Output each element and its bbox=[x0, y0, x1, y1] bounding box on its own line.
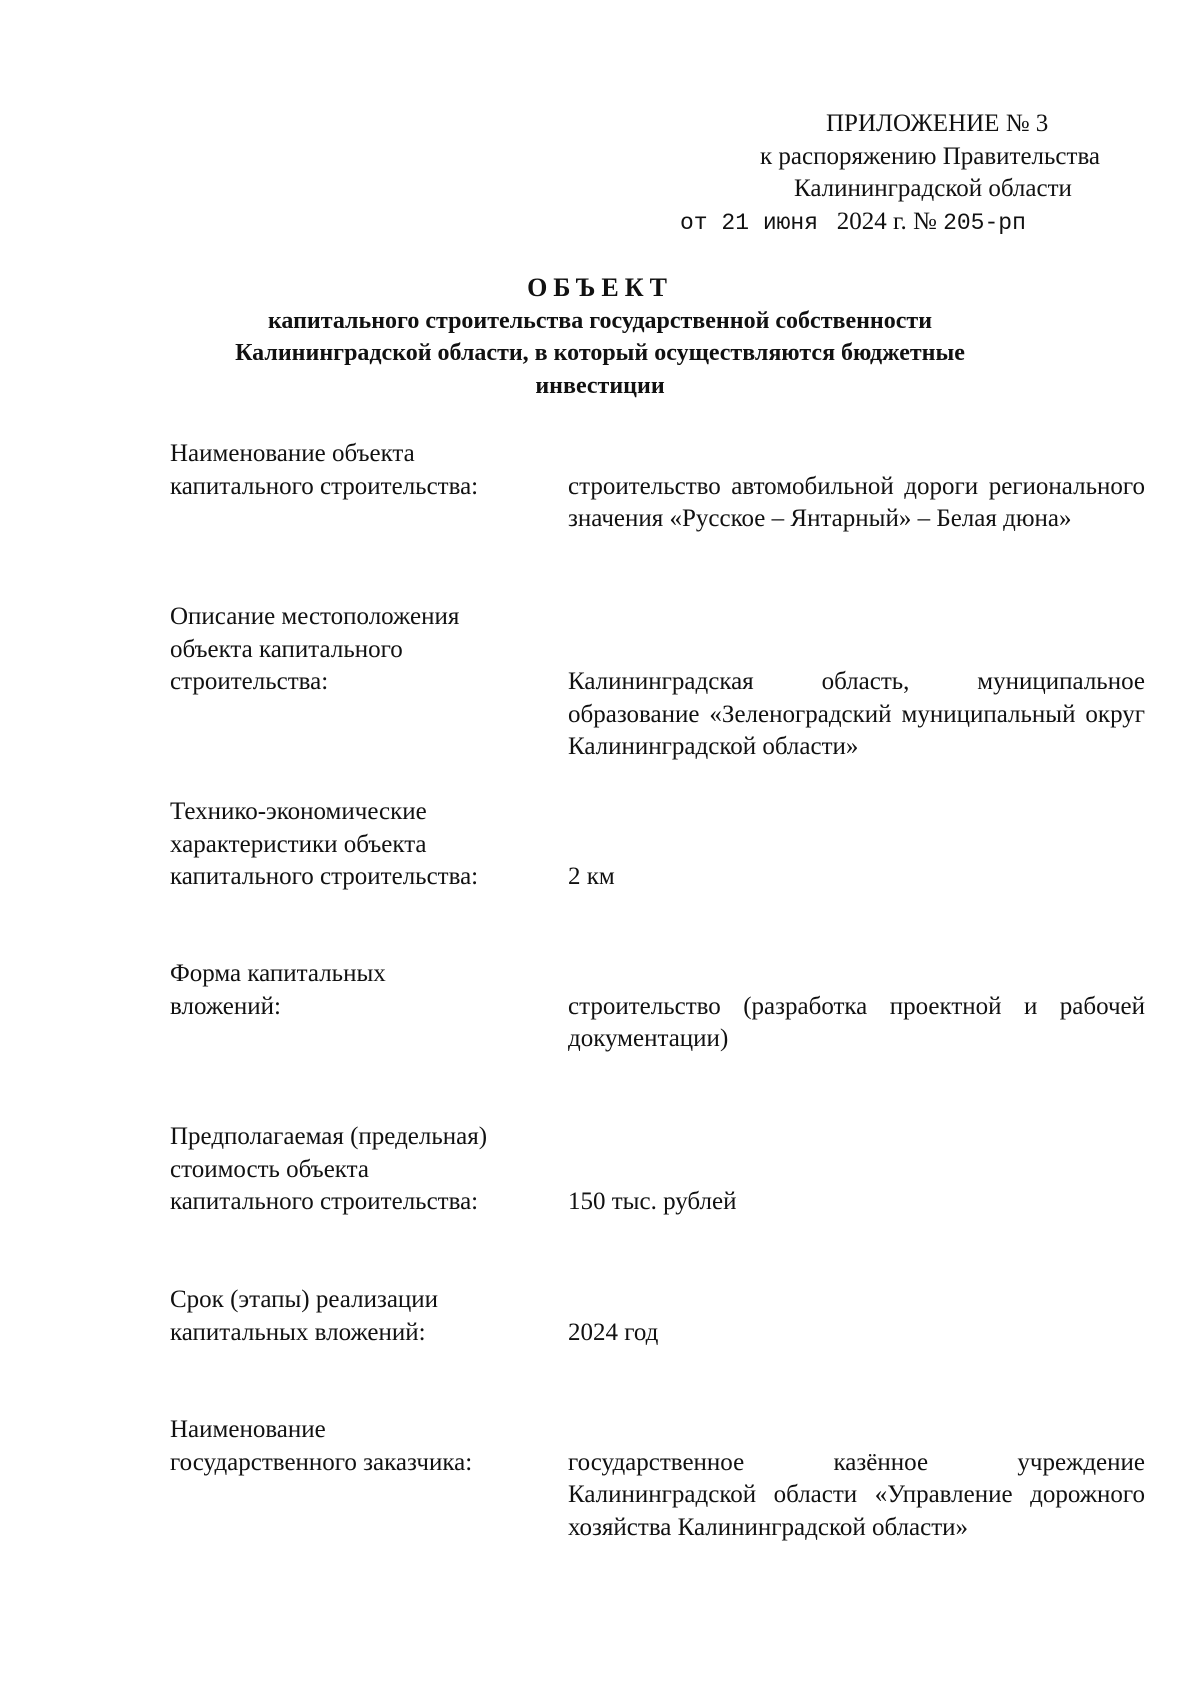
field-label-line: Предполагаемая (предельная) bbox=[170, 1123, 488, 1150]
field-label-line: строительства: bbox=[170, 668, 329, 695]
field-value: государственное казённое учреждение Калининградской области «Управление дорожного хозяйства Калининградской области» bbox=[568, 1448, 1145, 1541]
field-label bbox=[170, 958, 550, 1023]
field-label-line: Наименование объекта bbox=[170, 440, 415, 467]
appendix-date-prefix: от 21 июня bbox=[680, 209, 819, 236]
field-label-line: капитального строительства: bbox=[170, 472, 479, 500]
heading-sub-line-2: Калининградской области, в который осуществляются бюджетные bbox=[235, 340, 965, 366]
field-value: 150 тыс. рублей bbox=[568, 1188, 737, 1215]
field-label-line: Форма капитальных bbox=[170, 960, 386, 987]
appendix-date-line bbox=[680, 206, 1140, 240]
field-label-line: характеристики объекта bbox=[170, 830, 427, 858]
field-label-line: Технико-экономические bbox=[170, 798, 427, 825]
field-value: строительство (разработка проектной и рабочей документации) bbox=[568, 992, 1145, 1052]
field-label bbox=[170, 796, 550, 894]
field-value: 2 км bbox=[568, 863, 615, 890]
field-label bbox=[170, 1414, 550, 1479]
document-heading bbox=[170, 272, 1030, 402]
field-label-line: Срок (этапы) реализации bbox=[170, 1286, 439, 1313]
field-value: 2024 год bbox=[568, 1318, 659, 1346]
field-label bbox=[170, 601, 550, 699]
field-value: строительство автомобильной дороги регионального значения «Русское – Янтарный» – Белая дюна» bbox=[568, 472, 1145, 532]
heading-sub-line-3: инвестиции bbox=[535, 372, 665, 399]
appendix-line-3: Калининградской области bbox=[794, 175, 1072, 202]
field-label-line: стоимость объекта bbox=[170, 1155, 369, 1183]
field-label-line: вложений: bbox=[170, 992, 281, 1020]
appendix-date-year: 2024 г. № bbox=[836, 207, 937, 235]
field-label-line: Описание местоположения bbox=[170, 603, 460, 630]
field-label-line: капитального строительства: bbox=[170, 863, 479, 890]
field-label-line: капитального строительства: bbox=[170, 1188, 479, 1215]
heading-main: ОБЪЕКТ bbox=[527, 273, 673, 302]
field-value: Калининградская область, муниципальное образование «Зеленоградский муниципальный округ Калининградской области» bbox=[568, 668, 1145, 760]
field-label-line: объекта капитального bbox=[170, 635, 403, 663]
appendix-date-number: 205-рп bbox=[943, 209, 1026, 236]
field-label bbox=[170, 438, 550, 503]
heading-sub-line-1: капитального строительства государственной собственности bbox=[267, 307, 933, 334]
appendix-header bbox=[680, 108, 1140, 239]
field-label bbox=[170, 1121, 550, 1219]
appendix-title: ПРИЛОЖЕНИЕ № 3 bbox=[826, 110, 1049, 137]
appendix-line-2: к распоряжению Правительства bbox=[760, 142, 1101, 170]
field-label-line: капитальных вложений: bbox=[170, 1318, 426, 1346]
field-label-line: государственного заказчика: bbox=[170, 1448, 473, 1476]
field-label bbox=[170, 1284, 550, 1349]
field-label-line: Наименование bbox=[170, 1416, 326, 1443]
